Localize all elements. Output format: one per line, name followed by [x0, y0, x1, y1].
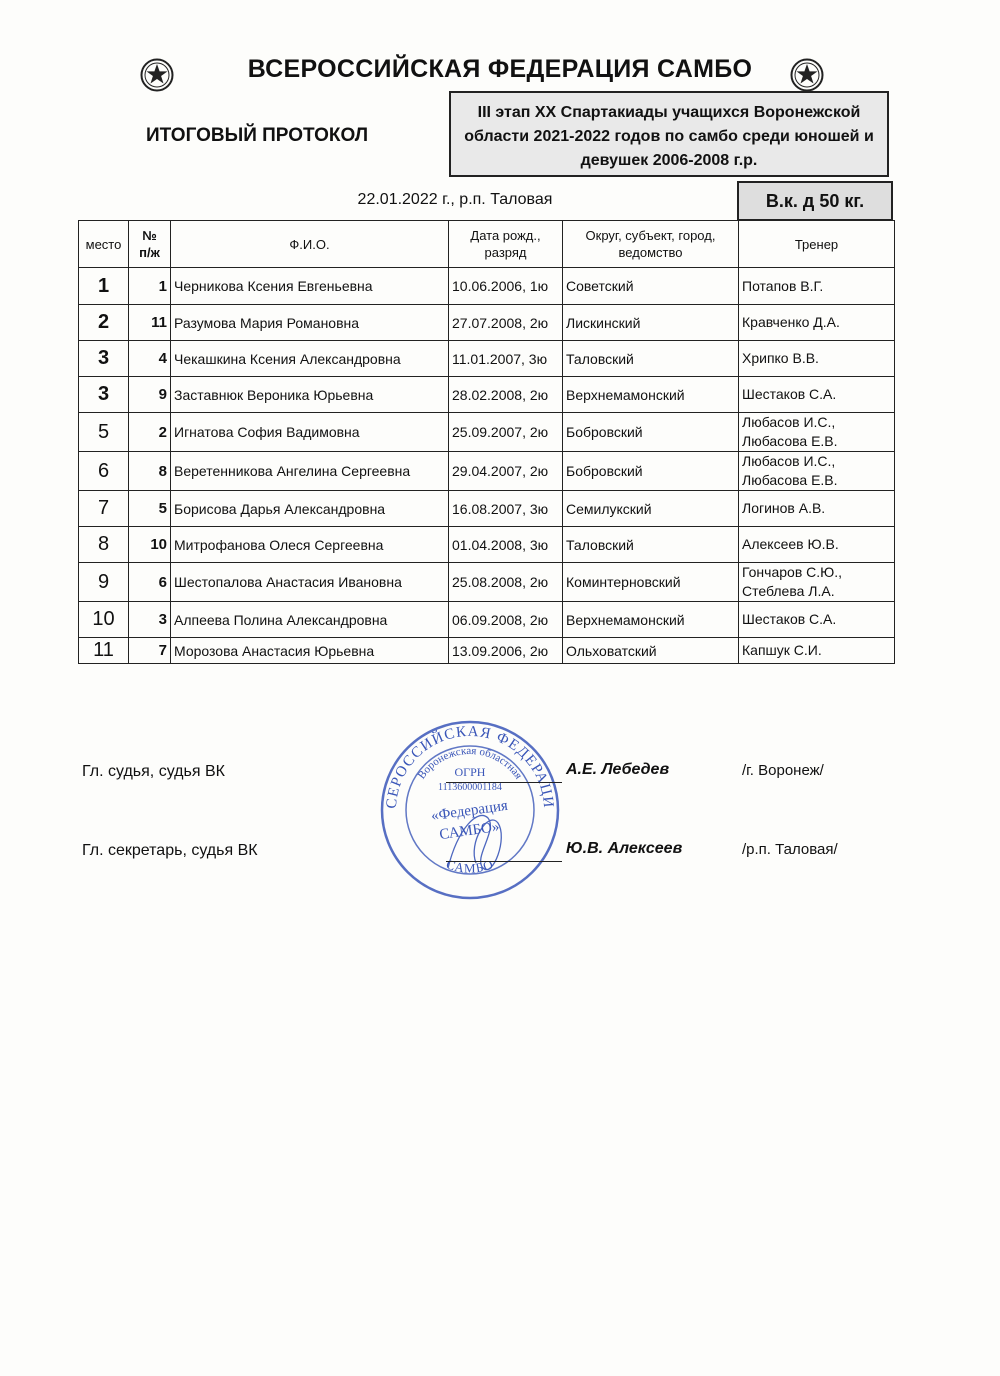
coach-cell — [739, 602, 895, 638]
coach-line: Кравченко Д.А. — [742, 314, 840, 330]
number-cell: 7 — [129, 638, 171, 664]
coach-cell — [739, 413, 895, 452]
place-cell: 10 — [79, 602, 129, 638]
region-cell: Бобровский — [563, 413, 739, 452]
number-cell: 5 — [129, 491, 171, 527]
name-cell: Веретенникова Ангелина Сергеевна — [171, 452, 449, 491]
coach-cell — [739, 638, 895, 664]
number-cell: 8 — [129, 452, 171, 491]
coach-cell — [739, 305, 895, 341]
number-cell: 4 — [129, 341, 171, 377]
name-cell: Морозова Анастасия Юрьевна — [171, 638, 449, 664]
birth-cell: 01.04.2008, 3ю — [449, 527, 563, 563]
secretary-signature-line — [446, 861, 562, 862]
event-title-line: девушек 2006-2008 г.р. — [580, 152, 758, 169]
header-number-line: № — [142, 228, 157, 243]
stamp-ogrn-number: 1113600001184 — [438, 782, 502, 793]
coach-line: Любасов И.С., — [742, 414, 836, 430]
number-cell: 3 — [129, 602, 171, 638]
coach-cell — [739, 377, 895, 413]
table-row — [79, 377, 895, 413]
number-cell: 10 — [129, 527, 171, 563]
name-cell: Борисова Дарья Александровна — [171, 491, 449, 527]
table-row — [79, 341, 895, 377]
header-birth — [449, 221, 563, 268]
table-row — [79, 638, 895, 664]
header-region-line: ведомство — [618, 245, 683, 260]
secretary-city: /р.п. Таловая/ — [742, 841, 838, 858]
coach-line: Логинов А.В. — [742, 500, 826, 516]
coach-line: Любасов И.С., — [742, 453, 836, 469]
header-birth-line: Дата рожд., — [470, 228, 541, 243]
coach-cell — [739, 563, 895, 602]
region-cell: Верхнемамонский — [563, 602, 739, 638]
birth-cell: 27.07.2008, 2ю — [449, 305, 563, 341]
table-row — [79, 527, 895, 563]
birth-cell: 16.08.2007, 3ю — [449, 491, 563, 527]
coach-line: Капшук С.И. — [742, 642, 822, 658]
federation-stamp — [378, 718, 562, 902]
header-number — [129, 221, 171, 268]
secretary-label: Гл. секретарь, судья ВК — [82, 842, 258, 859]
place-cell: 3 — [79, 377, 129, 413]
number-cell: 11 — [129, 305, 171, 341]
place-cell: 9 — [79, 563, 129, 602]
coach-cell — [739, 491, 895, 527]
place-cell: 1 — [79, 268, 129, 305]
header-number-line: п/ж — [139, 245, 160, 260]
svg-text:ВСЕРОССИЙСКАЯ ФЕДЕРАЦИЯ — [378, 718, 556, 809]
table-row — [79, 413, 895, 452]
stamp-center-line: САМБО» — [438, 818, 501, 844]
event-title-box — [449, 91, 889, 177]
header-coach: Тренер — [739, 221, 895, 268]
table-row — [79, 491, 895, 527]
region-cell: Таловский — [563, 341, 739, 377]
coach-line: Потапов В.Г. — [742, 277, 824, 294]
date-place: 22.01.2022 г., р.п. Таловая — [357, 191, 553, 208]
birth-cell: 13.09.2006, 2ю — [449, 638, 563, 664]
coach-cell — [739, 341, 895, 377]
coach-line: Любасова Е.В. — [742, 472, 838, 488]
chief-judge-label: Гл. судья, судья ВК — [82, 763, 225, 780]
region-cell: Верхнемамонский — [563, 377, 739, 413]
chief-judge-city: /г. Воронеж/ — [742, 762, 824, 779]
birth-cell: 29.04.2007, 2ю — [449, 452, 563, 491]
region-cell: Бобровский — [563, 452, 739, 491]
coach-line: Гончаров С.Ю., — [742, 564, 843, 580]
region-cell: Ольховатский — [563, 638, 739, 664]
coach-cell — [739, 452, 895, 491]
name-cell: Алпеева Полина Александровна — [171, 602, 449, 638]
stamp-bottom-text: САМБО — [444, 856, 496, 876]
coach-line: Любасова Е.В. — [742, 433, 838, 449]
birth-cell: 25.09.2007, 2ю — [449, 413, 563, 452]
weight-category: В.к. д 50 кг. — [737, 181, 893, 221]
coach-line: Шестаков С.А. — [742, 611, 837, 627]
chief-judge-signature-line — [446, 782, 562, 783]
number-cell: 2 — [129, 413, 171, 452]
place-cell: 11 — [79, 638, 129, 664]
number-cell: 1 — [129, 268, 171, 305]
number-cell: 9 — [129, 377, 171, 413]
birth-cell: 11.01.2007, 3ю — [449, 341, 563, 377]
region-cell: Советский — [563, 268, 739, 305]
birth-cell: 10.06.2006, 1ю — [449, 268, 563, 305]
birth-cell: 28.02.2008, 2ю — [449, 377, 563, 413]
place-cell: 2 — [79, 305, 129, 341]
stamp-inner-text: Воронежская областная — [415, 744, 525, 782]
name-cell: Игнатова София Вадимовна — [171, 413, 449, 452]
coach-cell — [739, 527, 895, 563]
coach-line: Шестаков С.А. — [742, 386, 837, 402]
federation-title: ВСЕРОССИЙСКАЯ ФЕДЕРАЦИЯ САМБО — [247, 55, 753, 83]
birth-cell: 06.09.2008, 2ю — [449, 602, 563, 638]
number-cell: 6 — [129, 563, 171, 602]
place-cell: 3 — [79, 341, 129, 377]
secretary-name: Ю.В. Алексеев — [566, 840, 683, 857]
table-row — [79, 602, 895, 638]
coach-line: Стеблева Л.А. — [742, 583, 835, 599]
birth-cell: 25.08.2008, 2ю — [449, 563, 563, 602]
name-cell: Чекашкина Ксения Александровна — [171, 341, 449, 377]
event-title-line: области 2021-2022 годов по самбо среди юношей и — [464, 128, 874, 145]
header-region — [563, 221, 739, 268]
region-cell: Таловский — [563, 527, 739, 563]
header-name: Ф.И.О. — [171, 221, 449, 268]
table-row — [79, 452, 895, 491]
region-cell: Коминтерновский — [563, 563, 739, 602]
name-cell: Шестопалова Анастасия Ивановна — [171, 563, 449, 602]
header-birth-line: разряд — [484, 245, 527, 260]
results-body — [79, 268, 895, 664]
table-row — [79, 305, 895, 341]
protocol-title: ИТОГОВЫЙ ПРОТОКОЛ — [146, 125, 369, 146]
table-header-row — [79, 221, 895, 268]
name-cell: Разумова Мария Романовна — [171, 305, 449, 341]
header-region-line: Округ, субъект, город, — [585, 228, 716, 243]
place-cell: 7 — [79, 491, 129, 527]
stamp-ogrn-label: ОГРН — [454, 765, 486, 779]
region-cell: Семилукский — [563, 491, 739, 527]
coach-line: Хрипко В.В. — [742, 350, 819, 366]
table-row — [79, 563, 895, 602]
place-cell: 8 — [79, 527, 129, 563]
name-cell: Митрофанова Олеся Сергеевна — [171, 527, 449, 563]
region-cell: Лискинский — [563, 305, 739, 341]
results-table — [78, 220, 895, 664]
table-row — [79, 268, 895, 305]
stamp-outer-text: СЕРОССИЙСКАЯ ФЕДЕРАЦИ — [383, 723, 557, 810]
name-cell: Черникова Ксения Евгеньевна — [171, 268, 449, 305]
name-cell: Заставнюк Вероника Юрьевна — [171, 377, 449, 413]
svg-text:САМБО — [444, 856, 495, 875]
coach-cell — [739, 268, 895, 305]
coach-line: Алексеев Ю.В. — [742, 536, 839, 552]
stamp-center-line: «Федерация — [430, 797, 509, 825]
place-cell: 6 — [79, 452, 129, 491]
header-place: место — [79, 221, 129, 268]
place-cell: 5 — [79, 413, 129, 452]
event-title-line: III этап XX Спартакиады учащихся Воронежской — [477, 104, 861, 121]
chief-judge-name: А.Е. Лебедев — [566, 761, 670, 778]
